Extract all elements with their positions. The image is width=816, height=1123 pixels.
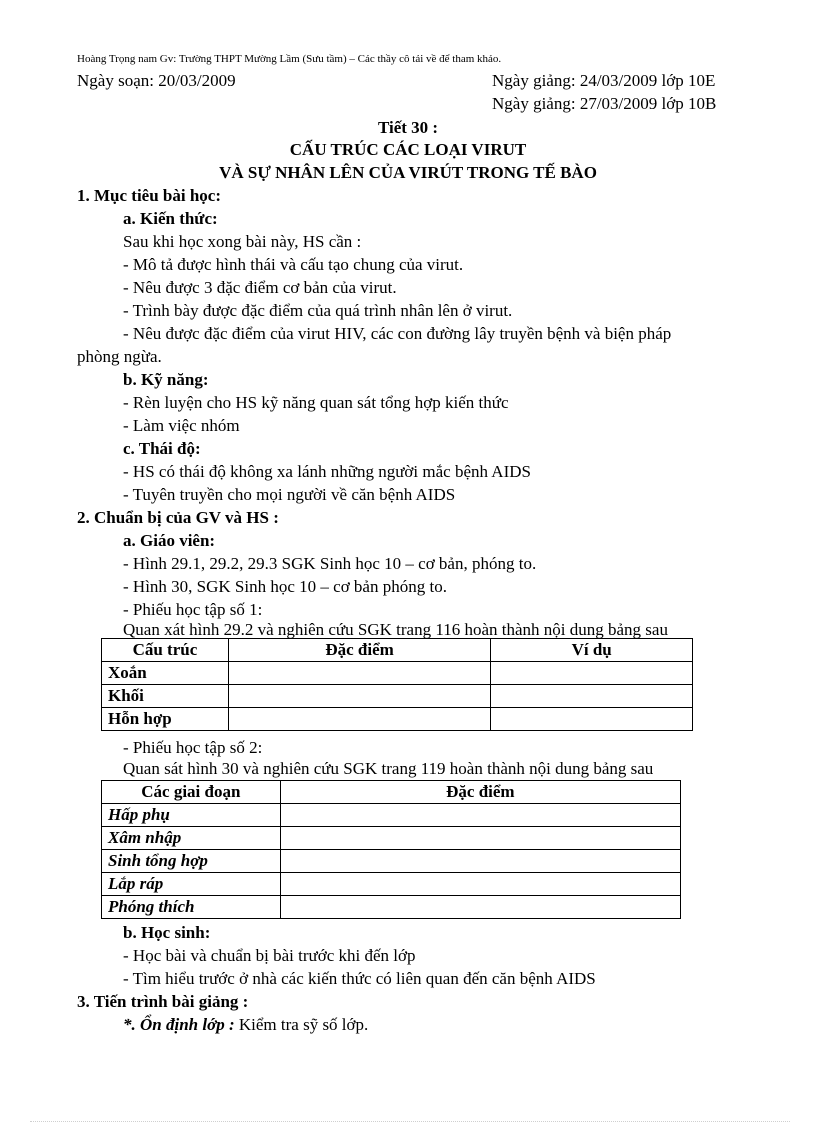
empty-cell	[491, 708, 693, 731]
student-item: - Học bài và chuẩn bị bài trước khi đến lớp	[123, 946, 416, 965]
worksheet-2-label: - Phiếu học tập số 2:	[123, 738, 263, 757]
column-header: Cấu trúc	[102, 639, 229, 662]
table-row	[102, 685, 693, 708]
table-header-row	[102, 639, 693, 662]
empty-cell	[228, 685, 491, 708]
table-row	[102, 804, 681, 827]
header-note: Hoàng Trọng nam Gv: Trường THPT Mường Lầm (Sưu tầm) – Các thầy cô tải về để tham khảo.	[77, 53, 502, 65]
table-header-row	[102, 781, 681, 804]
attitude-item: - Tuyên truyền cho mọi người về căn bệnh AIDS	[123, 485, 456, 504]
prepared-date: Ngày soạn: 20/03/2009	[77, 71, 236, 90]
worksheet-1-table	[101, 638, 693, 731]
teaching-date-10e: Ngày giảng: 24/03/2009 lớp 10E	[492, 71, 716, 90]
row-label: Xâm nhập	[102, 827, 281, 850]
worksheet-2-table	[101, 780, 681, 919]
column-header: Đặc điểm	[228, 639, 491, 662]
knowledge-item: - Nêu được 3 đặc điểm cơ bản của virut.	[123, 278, 397, 297]
row-label: Khối	[102, 685, 229, 708]
row-label: Hấp phụ	[102, 804, 281, 827]
skills-item: - Rèn luyện cho HS kỹ năng quan sát tổng hợp kiến thức	[123, 393, 509, 412]
row-label: Phóng thích	[102, 896, 281, 919]
class-stabilize-label: *. Ổn định lớp :	[123, 1015, 235, 1034]
attitude-item: - HS có thái độ không xa lánh những người mắc bệnh AIDS	[123, 462, 531, 481]
table-row	[102, 873, 681, 896]
teacher-item: - Hình 30, SGK Sinh học 10 – cơ bản phóng to.	[123, 577, 447, 596]
lesson-number: Tiết 30 :	[377, 118, 439, 137]
empty-cell	[280, 850, 680, 873]
empty-cell	[280, 873, 680, 896]
empty-cell	[228, 662, 491, 685]
column-header: Các giai đoạn	[102, 781, 281, 804]
empty-cell	[280, 827, 680, 850]
student-item: - Tìm hiểu trước ở nhà các kiến thức có liên quan đến căn bệnh AIDS	[123, 969, 596, 988]
knowledge-item-continuation: phòng ngừa.	[77, 347, 162, 366]
row-label: Lắp ráp	[102, 873, 281, 896]
knowledge-item: - Mô tả được hình thái và cấu tạo chung của virut.	[123, 255, 464, 274]
section-2-heading: 2. Chuẩn bị của GV và HS :	[77, 508, 279, 527]
empty-cell	[280, 804, 680, 827]
teacher-item: - Hình 29.1, 29.2, 29.3 SGK Sinh học 10 – cơ bản, phóng to.	[123, 554, 537, 573]
lesson-title-line-1: CẤU TRÚC CÁC LOẠI VIRUT	[289, 140, 527, 159]
knowledge-intro: Sau khi học xong bài này, HS cần :	[123, 232, 362, 251]
teacher-heading: a. Giáo viên:	[123, 531, 216, 550]
knowledge-heading: a. Kiến thức:	[123, 209, 218, 228]
empty-cell	[491, 685, 693, 708]
teaching-date-10b: Ngày giảng: 27/03/2009 lớp 10B	[492, 94, 717, 113]
column-header: Ví dụ	[491, 639, 693, 662]
empty-cell	[280, 896, 680, 919]
table-row	[102, 708, 693, 731]
page-bottom-divider	[30, 1121, 790, 1122]
worksheet-2-instruction: Quan sát hình 30 và nghiên cứu SGK trang 119 hoàn thành nội dung bảng sau	[123, 759, 654, 778]
row-label: Sinh tổng hợp	[102, 850, 281, 873]
empty-cell	[491, 662, 693, 685]
skills-item: - Làm việc nhóm	[123, 416, 240, 435]
student-heading: b. Học sinh:	[123, 923, 211, 942]
knowledge-item: - Trình bày được đặc điểm của quá trình nhân lên ở virut.	[123, 301, 513, 320]
worksheet-1-label: - Phiếu học tập số 1:	[123, 600, 263, 619]
class-stabilize-text: Kiểm tra sỹ số lớp.	[234, 1015, 369, 1034]
column-header: Đặc điểm	[280, 781, 680, 804]
skills-heading: b. Kỹ năng:	[123, 370, 209, 389]
section-1-heading: 1. Mục tiêu bài học:	[77, 186, 222, 205]
table-row	[102, 662, 693, 685]
knowledge-item: - Nêu được đặc điểm của virut HIV, các con đường lây truyền bệnh và biện pháp	[123, 324, 672, 343]
row-label: Xoắn	[102, 662, 229, 685]
attitude-heading: c. Thái độ:	[123, 439, 201, 458]
class-stabilize-line	[123, 1014, 368, 1036]
row-label: Hỗn hợp	[102, 708, 229, 731]
table-row	[102, 896, 681, 919]
empty-cell	[228, 708, 491, 731]
lesson-title-line-2: VÀ SỰ NHÂN LÊN CỦA VIRÚT TRONG TẾ BÀO	[219, 163, 597, 182]
worksheet-1-instruction: Quan xát hình 29.2 và nghiên cứu SGK trang 116 hoàn thành nội dung bảng sau	[123, 620, 668, 639]
table-row	[102, 850, 681, 873]
section-3-heading: 3. Tiến trình bài giảng :	[77, 992, 249, 1011]
table-row	[102, 827, 681, 850]
